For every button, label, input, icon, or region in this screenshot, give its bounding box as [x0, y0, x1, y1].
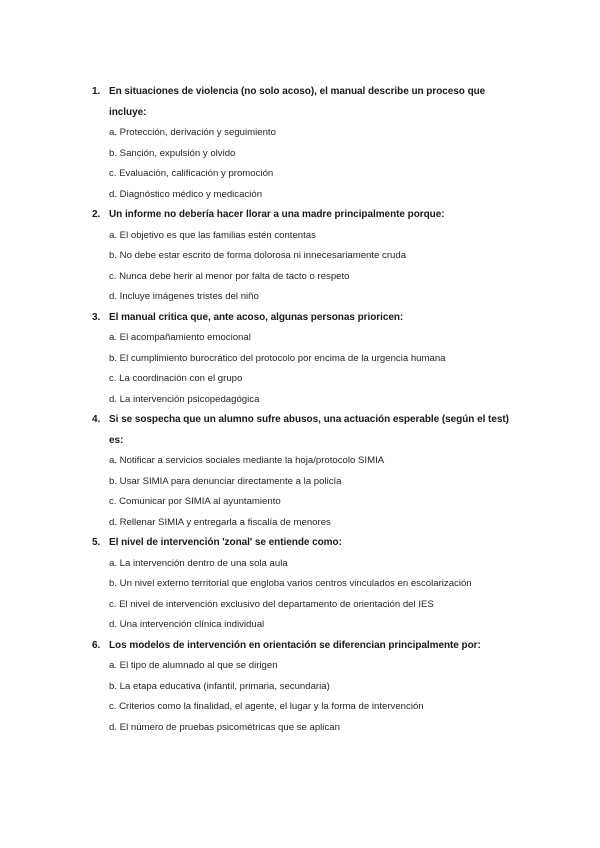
option-d: d. Una intervención clínica individual [109, 619, 265, 630]
option-list [92, 656, 522, 738]
question-text: Los modelos de intervención en orientación se diferencian principalmente por: [109, 639, 481, 651]
option-list [92, 123, 522, 205]
question-number: 5. [92, 537, 101, 548]
question-header [92, 410, 522, 451]
question-text: En situaciones de violencia (no solo acoso), el manual describe un proceso que incluye: [109, 86, 486, 118]
option-c: c. Evaluación, calificación y promoción [109, 168, 274, 179]
option-b: b. No debe estar escrito de forma dolorosa ni innecesariamente cruda [109, 250, 407, 261]
question-3 [92, 308, 522, 411]
option-d: d. El número de pruebas psicométricas que se aplican [109, 721, 340, 733]
question-5 [92, 533, 522, 636]
option-c: c. El nivel de intervención exclusivo del departamento de orientación del IES [109, 598, 434, 610]
question-2 [92, 205, 522, 308]
question-header [92, 308, 522, 329]
option-d: d. La intervención psicopedagógica [109, 393, 260, 405]
quiz-list [92, 82, 522, 738]
option-d: d. Incluye imágenes tristes del niño [109, 291, 259, 302]
question-text: Si se sospecha que un alumno sufre abusos, una actuación esperable (según el test) es: [109, 414, 509, 446]
option-b: b. El cumplimiento burocrático del protocolo por encima de la urgencia humana [109, 352, 446, 364]
question-header [92, 533, 522, 554]
option-a: a. El tipo de alumnado al que se dirigen [109, 660, 278, 671]
option-b: b. Sanción, expulsión y olvido [109, 147, 236, 159]
option-b: b. Usar SIMIA para denunciar directamente a la policía [109, 475, 342, 487]
option-c: c. Criterios como la finalidad, el agente, el lugar y la forma de intervención [109, 701, 424, 712]
option-list [92, 451, 522, 533]
option-d: d. Diagnóstico médico y medicación [109, 188, 263, 200]
question-1 [92, 82, 522, 205]
option-a: a. Protección, derivación y seguimiento [109, 127, 276, 138]
question-header [92, 636, 522, 657]
option-c: c. Comunicar por SIMIA al ayuntamiento [109, 496, 281, 507]
option-b: b. Un nivel externo territorial que engloba varios centros vinculados en escolarización [109, 578, 472, 589]
option-a: a. Notificar a servicios sociales mediante la hoja/protocolo SIMIA [109, 455, 385, 466]
question-number: 2. [92, 209, 101, 220]
option-c: c. La coordinación con el grupo [109, 373, 243, 384]
question-number: 6. [92, 639, 101, 651]
question-text: Un informe no debería hacer llorar a una madre principalmente porque: [109, 209, 445, 220]
question-text: El manual critica que, ante acoso, algunas personas prioricen: [109, 311, 404, 323]
question-number: 3. [92, 311, 101, 323]
question-6 [92, 636, 522, 739]
option-b: b. La etapa educativa (infantil, primaria, secundaria) [109, 680, 330, 692]
option-d: d. Rellenar SIMIA y entregarla a fiscalía de menores [109, 516, 331, 528]
option-a: a. El objetivo es que las familias estén contentas [109, 229, 316, 241]
question-text: El nivel de intervención 'zonal' se entiende como: [109, 537, 342, 548]
option-list [92, 226, 522, 308]
question-header [92, 205, 522, 226]
question-4 [92, 410, 522, 533]
question-number: 4. [92, 414, 101, 425]
option-list [92, 328, 522, 410]
question-number: 1. [92, 86, 101, 97]
question-header [92, 82, 522, 123]
option-c: c. Nunca debe herir al menor por falta de tacto o respeto [109, 270, 350, 282]
option-a: a. La intervención dentro de una sola aula [109, 557, 288, 569]
option-a: a. El acompañamiento emocional [109, 332, 251, 343]
option-list [92, 554, 522, 636]
